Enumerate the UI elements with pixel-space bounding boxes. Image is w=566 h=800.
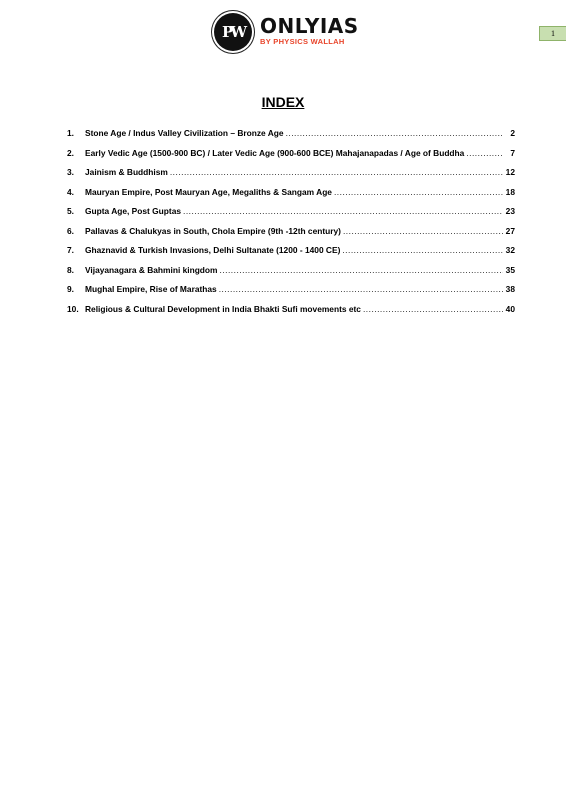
toc-page[interactable]: 27 bbox=[505, 225, 515, 236]
toc-number: 6. bbox=[67, 225, 74, 236]
toc-label[interactable]: Stone Age / Indus Valley Civilization – Bronze Age bbox=[85, 128, 284, 138]
toc-number: 8. bbox=[67, 264, 74, 275]
toc-number: 10. bbox=[67, 303, 79, 314]
toc-row[interactable] bbox=[67, 304, 515, 324]
brand-name: ONLYIAS bbox=[260, 14, 359, 38]
toc-number: 2. bbox=[67, 147, 74, 158]
toc-leader bbox=[220, 265, 504, 275]
toc-leader bbox=[286, 128, 503, 138]
toc-page[interactable]: 7 bbox=[510, 147, 515, 158]
toc-leader bbox=[343, 226, 503, 236]
toc-leader bbox=[219, 284, 503, 294]
toc-page[interactable]: 35 bbox=[505, 264, 515, 275]
toc-label[interactable]: Religious & Cultural Development in India Bhakti Sufi movements etc bbox=[85, 303, 361, 314]
toc-label[interactable]: Gupta Age, Post Guptas bbox=[85, 206, 182, 216]
brand-subtitle: BY PHYSICS WALLAH bbox=[260, 37, 345, 46]
toc-label[interactable]: Jainism & Buddhism bbox=[85, 167, 168, 177]
header-logo bbox=[214, 13, 359, 55]
toc-row[interactable] bbox=[67, 245, 515, 265]
toc-number: 5. bbox=[67, 206, 74, 216]
table-of-contents bbox=[67, 128, 515, 323]
toc-number: 1. bbox=[67, 128, 74, 138]
toc-leader bbox=[170, 167, 503, 177]
toc-leader bbox=[342, 245, 503, 255]
toc-page[interactable]: 38 bbox=[505, 284, 515, 294]
toc-number: 9. bbox=[67, 284, 74, 294]
pw-logo-icon: PW bbox=[214, 13, 252, 51]
toc-page[interactable]: 12 bbox=[505, 167, 515, 177]
toc-page[interactable]: 18 bbox=[505, 186, 515, 197]
page-number-badge: 1 bbox=[539, 26, 566, 41]
toc-label[interactable]: Mauryan Empire, Post Mauryan Age, Megaliths & Sangam Age bbox=[85, 186, 332, 197]
toc-leader bbox=[183, 206, 503, 216]
toc-label[interactable]: Mughal Empire, Rise of Marathas bbox=[85, 284, 217, 294]
toc-page[interactable]: 2 bbox=[510, 128, 515, 138]
toc-page[interactable]: 32 bbox=[505, 245, 515, 255]
toc-label[interactable]: Ghaznavid & Turkish Invasions, Delhi Sultanate (1200 - 1400 CE) bbox=[85, 245, 341, 255]
toc-number: 7. bbox=[67, 245, 74, 255]
toc-label[interactable]: Pallavas & Chalukyas in South, Chola Empire (9th -12th century) bbox=[85, 225, 341, 236]
toc-number: 3. bbox=[67, 167, 74, 177]
toc-leader bbox=[334, 187, 503, 197]
toc-page[interactable]: 23 bbox=[505, 206, 515, 216]
toc-leader bbox=[466, 148, 503, 158]
toc-page[interactable]: 40 bbox=[505, 303, 515, 314]
toc-row[interactable] bbox=[67, 265, 515, 285]
toc-row[interactable] bbox=[67, 206, 515, 226]
toc-row[interactable] bbox=[67, 167, 515, 187]
toc-label[interactable]: Vijayanagara & Bahmini kingdom bbox=[85, 264, 218, 275]
page-title: INDEX bbox=[261, 94, 305, 110]
brand bbox=[260, 16, 359, 46]
toc-leader bbox=[363, 304, 503, 314]
toc-row[interactable] bbox=[67, 226, 515, 246]
toc-number: 4. bbox=[67, 186, 74, 197]
toc-label[interactable]: Early Vedic Age (1500-900 BC) / Later Vedic Age (900-600 BCE) Mahajanapadas / Age of Buddha bbox=[85, 147, 465, 158]
toc-row[interactable] bbox=[67, 128, 515, 148]
toc-row[interactable] bbox=[67, 187, 515, 207]
toc-row[interactable] bbox=[67, 284, 515, 304]
toc-row[interactable] bbox=[67, 148, 515, 168]
